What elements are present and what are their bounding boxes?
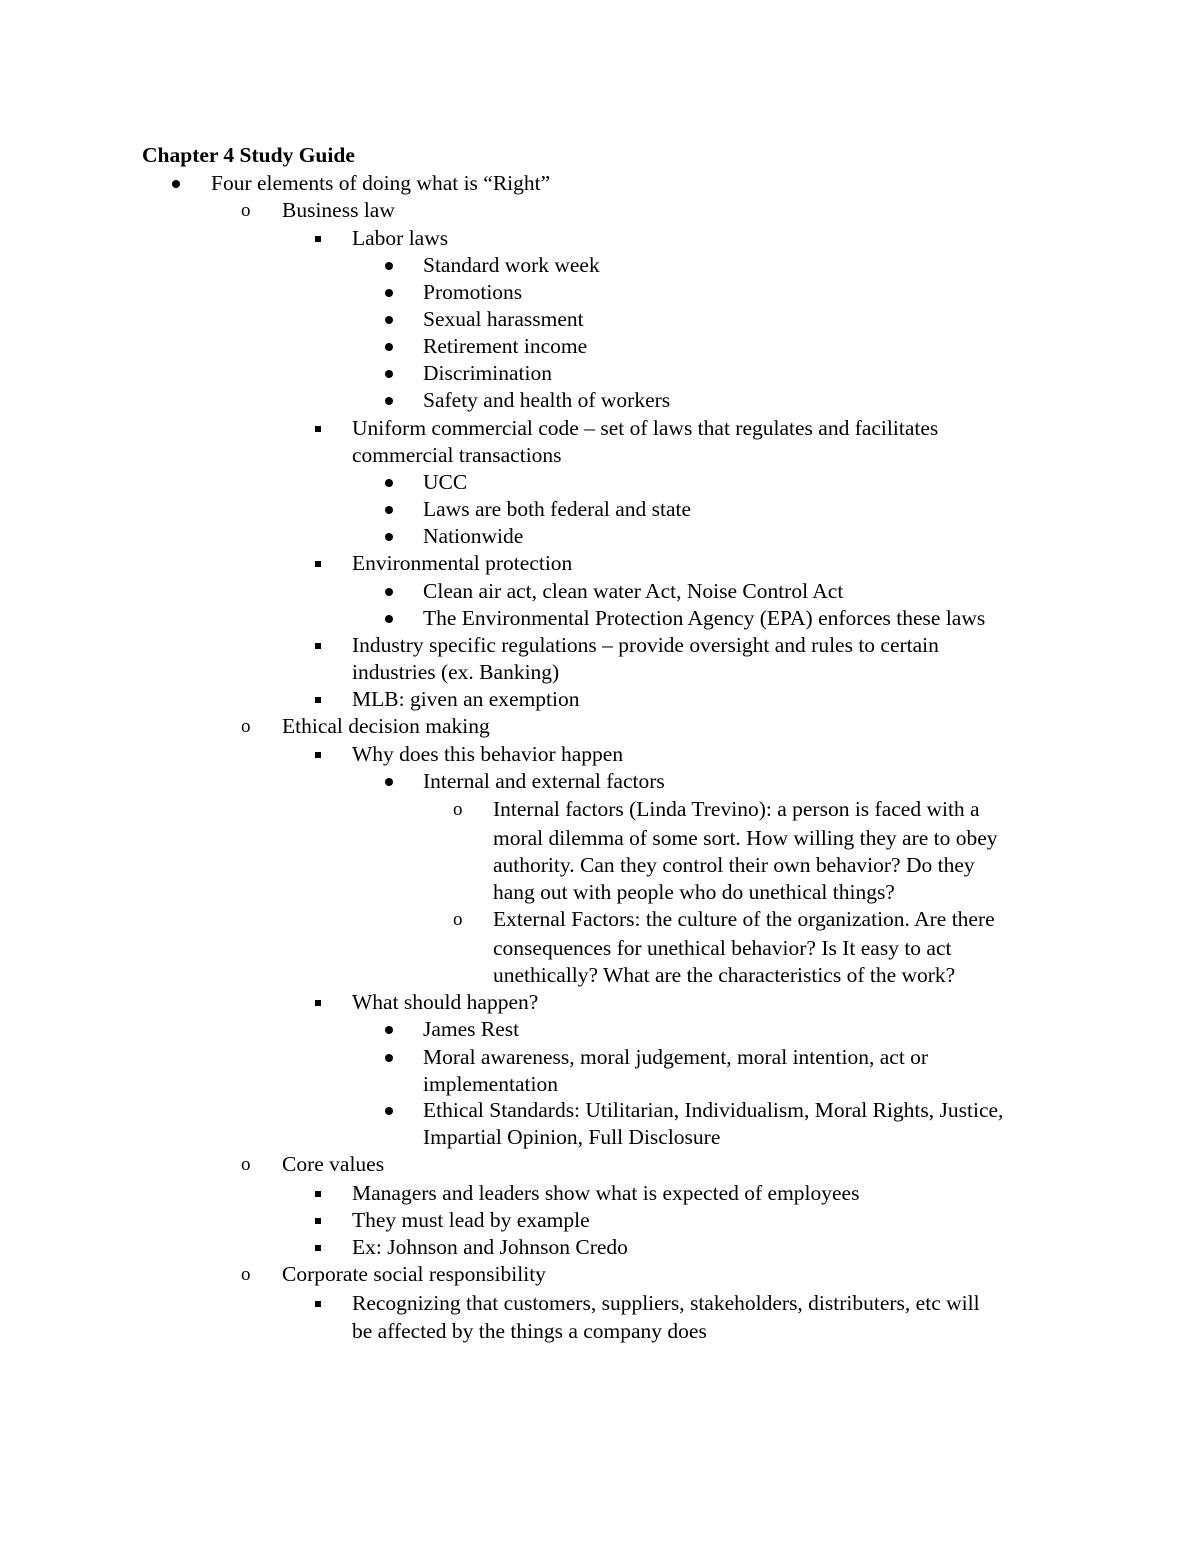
- outline-line-level-3: Uniform commercial code – set of laws that regulates and facilitates: [352, 416, 939, 440]
- outline-line-level-4: Sexual harassment: [423, 307, 584, 331]
- outline-line-level-4: James Rest: [423, 1017, 520, 1041]
- outline-line-level-3: industries (ex. Banking): [352, 660, 560, 684]
- bullet-circle-icon: o: [453, 909, 463, 930]
- bullet-circle-icon: o: [241, 200, 251, 221]
- bullet-square-icon: [315, 236, 321, 242]
- bullet-disc-icon: [172, 180, 180, 188]
- bullet-disc-icon: [385, 506, 393, 514]
- outline-line-level-4: Retirement income: [423, 334, 588, 358]
- bullet-square-icon: [315, 561, 321, 567]
- bullet-square-icon: [315, 1218, 321, 1224]
- bullet-square-icon: [315, 1245, 321, 1251]
- outline-line-level-4: Laws are both federal and state: [423, 497, 692, 521]
- outline-line-level-4: Internal and external factors: [423, 769, 665, 793]
- bullet-disc-icon: [385, 533, 393, 541]
- outline-line-level-3: Labor laws: [352, 226, 449, 250]
- bullet-disc-icon: [385, 262, 393, 270]
- outline-line-level-3: Managers and leaders show what is expected of employees: [352, 1181, 860, 1205]
- bullet-disc-icon: [385, 370, 393, 378]
- bullet-circle-icon: o: [241, 716, 251, 737]
- outline-line-level-5: moral dilemma of some sort. How willing they are to obey: [493, 826, 998, 850]
- bullet-disc-icon: [385, 289, 393, 297]
- outline-line-level-3: commercial transactions: [352, 443, 562, 467]
- outline-line-level-2: Corporate social responsibility: [282, 1262, 546, 1286]
- bullet-disc-icon: [385, 316, 393, 324]
- outline-line-level-4: UCC: [423, 470, 468, 494]
- bullet-circle-icon: o: [453, 799, 463, 820]
- outline-line-level-5: hang out with people who do unethical things?: [493, 880, 895, 904]
- bullet-disc-icon: [385, 343, 393, 351]
- outline-line-level-4: Promotions: [423, 280, 523, 304]
- outline-line-level-2: Business law: [282, 198, 395, 222]
- outline-line-level-1: Four elements of doing what is “Right”: [211, 171, 551, 195]
- outline-line-level-2: Ethical decision making: [282, 714, 490, 738]
- outline-line-level-4: implementation: [423, 1072, 558, 1096]
- outline-line-level-4: Impartial Opinion, Full Disclosure: [423, 1125, 721, 1149]
- outline-line-level-5: authority. Can they control their own behavior? Do they: [493, 853, 975, 877]
- outline-line-level-3: They must lead by example: [352, 1208, 590, 1232]
- outline-line-level-3: Ex: Johnson and Johnson Credo: [352, 1235, 628, 1259]
- outline-line-level-4: The Environmental Protection Agency (EPA) enforces these laws: [423, 606, 986, 630]
- bullet-disc-icon: [385, 397, 393, 405]
- outline-line-level-3: MLB: given an exemption: [352, 687, 580, 711]
- outline-line-level-5: consequences for unethical behavior? Is It easy to act: [493, 936, 952, 960]
- bullet-circle-icon: o: [241, 1154, 251, 1175]
- bullet-circle-icon: o: [241, 1264, 251, 1285]
- outline-line-level-3: be affected by the things a company does: [352, 1319, 707, 1343]
- outline-line-level-4: Standard work week: [423, 253, 600, 277]
- outline-line-level-3: Why does this behavior happen: [352, 742, 624, 766]
- bullet-square-icon: [315, 1191, 321, 1197]
- bullet-disc-icon: [385, 1026, 393, 1034]
- outline-line-level-5: Internal factors (Linda Trevino): a person is faced with a: [493, 797, 980, 821]
- outline-line-level-3: Industry specific regulations – provide oversight and rules to certain: [352, 633, 939, 657]
- outline-line-level-4: Moral awareness, moral judgement, moral intention, act or: [423, 1045, 929, 1069]
- bullet-square-icon: [315, 752, 321, 758]
- outline-line-level-5: unethically? What are the characteristics of the work?: [493, 963, 956, 987]
- bullet-square-icon: [315, 697, 321, 703]
- bullet-disc-icon: [385, 1107, 393, 1115]
- bullet-disc-icon: [385, 615, 393, 623]
- outline-line-level-4: Ethical Standards: Utilitarian, Individualism, Moral Rights, Justice,: [423, 1098, 1004, 1122]
- bullet-disc-icon: [385, 479, 393, 487]
- outline-line-level-3: Environmental protection: [352, 551, 573, 575]
- outline-line-level-4: Nationwide: [423, 524, 524, 548]
- outline-line-level-4: Discrimination: [423, 361, 552, 385]
- bullet-square-icon: [315, 643, 321, 649]
- outline-line-level-3: What should happen?: [352, 990, 539, 1014]
- bullet-square-icon: [315, 1301, 321, 1307]
- outline-line-level-3: Recognizing that customers, suppliers, stakeholders, distributers, etc will: [352, 1291, 980, 1315]
- bullet-disc-icon: [385, 1054, 393, 1062]
- outline-line-level-4: Safety and health of workers: [423, 388, 671, 412]
- bullet-disc-icon: [385, 588, 393, 596]
- outline-line-level-2: Core values: [282, 1152, 385, 1176]
- page-title: Chapter 4 Study Guide: [142, 143, 355, 167]
- outline-line-level-5: External Factors: the culture of the organization. Are there: [493, 907, 995, 931]
- bullet-disc-icon: [385, 778, 393, 786]
- bullet-square-icon: [315, 1000, 321, 1006]
- outline-line-level-4: Clean air act, clean water Act, Noise Control Act: [423, 579, 844, 603]
- bullet-square-icon: [315, 426, 321, 432]
